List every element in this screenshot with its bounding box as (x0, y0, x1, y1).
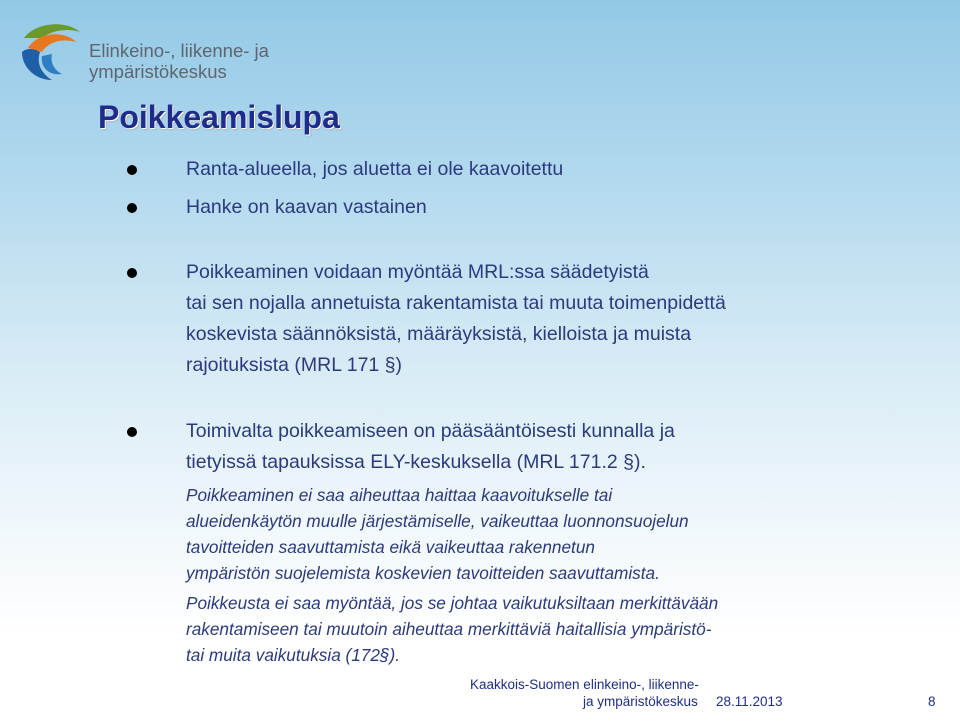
italic-line: Poikkeaminen ei saa aiheuttaa haittaa kaavoitukselle tai (186, 485, 613, 505)
slide-title: Poikkeamislupa (98, 99, 340, 135)
page-number: 8 (928, 694, 936, 709)
italic-line: tai muita vaikutuksia (172§). (186, 645, 400, 665)
bullet-dot (127, 427, 137, 437)
bullet-text-3-line: Poikkeaminen voidaan myöntää MRL:ssa säädetyistä (186, 261, 649, 283)
ely-logo (18, 18, 84, 84)
bullet-text-4 (186, 416, 675, 478)
bullet-dot (127, 165, 137, 175)
bullet-text-1: Ranta-alueella, jos aluetta ei ole kaavoitettu (186, 158, 564, 180)
italic-line: Poikkeusta ei saa myöntää, jos se johtaa vaikutuksiltaan merkittävään (186, 593, 719, 613)
italic-paragraph-2 (186, 590, 718, 668)
italic-line: alueidenkäytön muulle järjestämiselle, vaikeuttaa luonnonsuojelun (186, 511, 689, 531)
italic-line: rakentamiseen tai muutoin aiheuttaa merkittäviä haitallisia ympäristö- (186, 619, 712, 639)
org-name (89, 40, 269, 82)
italic-paragraph-1 (186, 482, 689, 586)
bullet-dot (127, 203, 137, 213)
footer-org-line1: Kaakkois-Suomen elinkeino-, liikenne- (470, 677, 699, 692)
italic-line: tavoitteiden saavuttamista eikä vaikeuttaa rakennetun (186, 537, 595, 557)
footer-date: 28.11.2013 (716, 694, 783, 709)
italic-line: ympäristön suojelemista koskevien tavoitteiden saavuttamista. (186, 563, 660, 583)
bullet-text-3 (186, 257, 726, 381)
footer-org-line2: ja ympäristökeskus (583, 694, 698, 709)
bullet-text-4-line: tietyissä tapauksissa ELY-keskuksella (MRL 171.2 §). (186, 451, 646, 473)
bullet-text-4-line: Toimivalta poikkeamiseen on pääsääntöisesti kunnalla ja (186, 420, 675, 442)
bullet-text-2: Hanke on kaavan vastainen (186, 196, 427, 218)
bullet-text-3-line: rajoituksista (MRL 171 §) (186, 354, 403, 376)
bullet-dot (127, 268, 137, 278)
org-name-line1: Elinkeino-, liikenne- ja (89, 40, 269, 61)
bullet-text-3-line: koskevista säännöksistä, määräyksistä, kielloista ja muista (186, 323, 692, 345)
org-name-line2: ympäristökeskus (89, 61, 227, 82)
bullet-text-3-line: tai sen nojalla annetuista rakentamista tai muuta toimenpidettä (186, 292, 726, 314)
